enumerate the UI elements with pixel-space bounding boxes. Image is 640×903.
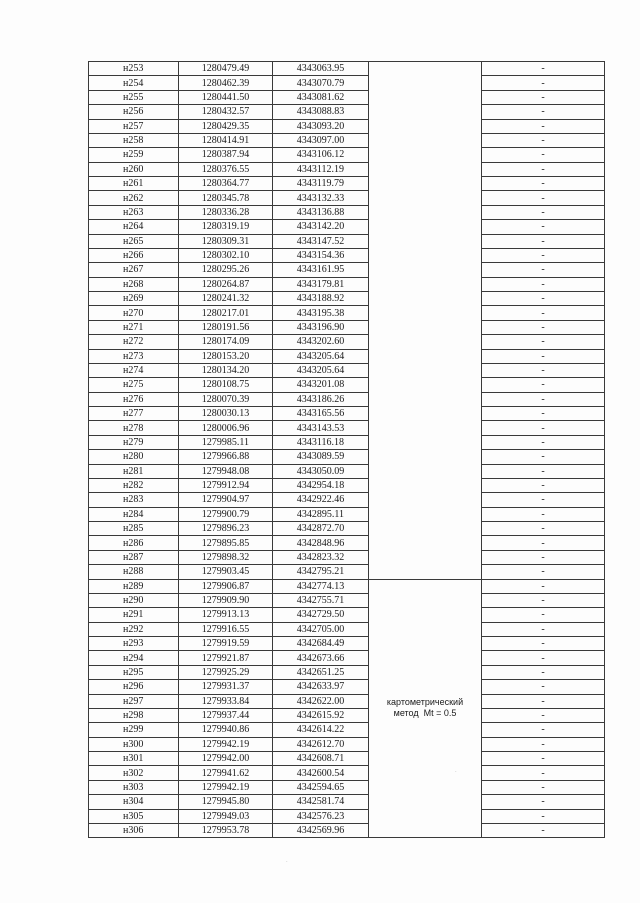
table-row [89,220,605,234]
table-row [89,306,605,320]
table-row [89,90,605,104]
y-coordinate-cell: 4342594.65 [273,780,369,794]
x-coordinate-cell: 1280302.10 [179,248,273,262]
x-coordinate-cell: 1279925.29 [179,665,273,679]
precision-cell: - [482,162,605,176]
y-coordinate-cell: 4342608.71 [273,752,369,766]
y-coordinate-cell: 4342729.50 [273,608,369,622]
y-coordinate-cell: 4342633.97 [273,680,369,694]
point-name-cell: н291 [89,608,179,622]
y-coordinate-cell: 4343186.26 [273,392,369,406]
y-coordinate-cell: 4342755.71 [273,593,369,607]
table-row [89,622,605,636]
point-name-cell: н275 [89,378,179,392]
precision-cell: - [482,306,605,320]
point-name-cell: н264 [89,220,179,234]
y-coordinate-cell: 4343050.09 [273,464,369,478]
point-name-cell: н277 [89,407,179,421]
point-name-cell: н298 [89,708,179,722]
x-coordinate-cell: 1279940.86 [179,723,273,737]
precision-cell: - [482,665,605,679]
precision-cell: - [482,119,605,133]
x-coordinate-cell: 1279945.80 [179,795,273,809]
y-coordinate-cell: 4343179.81 [273,277,369,291]
y-coordinate-cell: 4343196.90 [273,320,369,334]
y-coordinate-cell: 4343205.64 [273,363,369,377]
table-row [89,119,605,133]
y-coordinate-cell: 4342600.54 [273,766,369,780]
x-coordinate-cell: 1280376.55 [179,162,273,176]
y-coordinate-cell: 4342684.49 [273,637,369,651]
table-row [89,148,605,162]
point-name-cell: н271 [89,320,179,334]
precision-cell: - [482,737,605,751]
precision-cell: - [482,780,605,794]
y-coordinate-cell: 4342872.70 [273,522,369,536]
precision-cell: - [482,651,605,665]
precision-cell: - [482,105,605,119]
y-coordinate-cell: 4343188.92 [273,292,369,306]
x-coordinate-cell: 1279931.37 [179,680,273,694]
precision-cell: - [482,809,605,823]
table-row [89,608,605,622]
table-row [89,637,605,651]
point-name-cell: н297 [89,694,179,708]
precision-cell: - [482,823,605,837]
y-coordinate-cell: 4343093.20 [273,119,369,133]
table-row [89,62,605,76]
table-row [89,234,605,248]
precision-cell: - [482,76,605,90]
point-name-cell: н290 [89,593,179,607]
precision-cell: - [482,464,605,478]
y-coordinate-cell: 4343106.12 [273,148,369,162]
point-name-cell: н269 [89,292,179,306]
x-coordinate-cell: 1280479.49 [179,62,273,76]
precision-cell: - [482,522,605,536]
precision-cell: - [482,234,605,248]
point-name-cell: н267 [89,263,179,277]
x-coordinate-cell: 1280336.28 [179,205,273,219]
precision-cell: - [482,708,605,722]
point-name-cell: н301 [89,752,179,766]
table-row [89,780,605,794]
x-coordinate-cell: 1280108.75 [179,378,273,392]
y-coordinate-cell: 4342705.00 [273,622,369,636]
point-name-cell: н293 [89,637,179,651]
x-coordinate-cell: 1279909.90 [179,593,273,607]
precision-cell: - [482,608,605,622]
x-coordinate-cell: 1280217.01 [179,306,273,320]
x-coordinate-cell: 1280191.56 [179,320,273,334]
scan-speck: . [455,768,457,774]
precision-cell: - [482,478,605,492]
precision-cell: - [482,507,605,521]
table-row [89,105,605,119]
x-coordinate-cell: 1279966.88 [179,450,273,464]
precision-cell: - [482,148,605,162]
table-row [89,205,605,219]
point-name-cell: н276 [89,392,179,406]
table-row [89,694,605,708]
precision-cell: - [482,205,605,219]
precision-cell: - [482,349,605,363]
point-name-cell: н261 [89,177,179,191]
point-name-cell: н254 [89,76,179,90]
x-coordinate-cell: 1279985.11 [179,435,273,449]
x-coordinate-cell: 1279912.94 [179,478,273,492]
y-coordinate-cell: 4343132.33 [273,191,369,205]
point-name-cell: н295 [89,665,179,679]
scan-speck: . [286,858,288,864]
x-coordinate-cell: 1280030.13 [179,407,273,421]
method-cell-empty [369,62,482,580]
y-coordinate-cell: 4343142.20 [273,220,369,234]
coordinates-table-body [89,62,605,838]
y-coordinate-cell: 4342848.96 [273,536,369,550]
method-precision: метод Mt = 0.5 [393,708,457,719]
point-name-cell: н284 [89,507,179,521]
x-coordinate-cell: 1279900.79 [179,507,273,521]
point-name-cell: н300 [89,737,179,751]
table-row [89,392,605,406]
table-row [89,421,605,435]
x-coordinate-cell: 1280414.91 [179,133,273,147]
table-row [89,565,605,579]
x-coordinate-cell: 1280441.50 [179,90,273,104]
precision-cell: - [482,421,605,435]
table-row [89,737,605,751]
y-coordinate-cell: 4342576.23 [273,809,369,823]
precision-cell: - [482,90,605,104]
table-row [89,708,605,722]
table-row [89,579,605,593]
point-name-cell: н268 [89,277,179,291]
precision-cell: - [482,378,605,392]
table-row [89,823,605,837]
precision-cell: - [482,263,605,277]
method-name: картометрический [386,697,464,708]
precision-cell: - [482,536,605,550]
table-row [89,378,605,392]
x-coordinate-cell: 1280432.57 [179,105,273,119]
x-coordinate-cell: 1280295.26 [179,263,273,277]
x-coordinate-cell: 1279942.19 [179,737,273,751]
x-coordinate-cell: 1279937.44 [179,708,273,722]
point-name-cell: н286 [89,536,179,550]
precision-cell: - [482,593,605,607]
point-name-cell: н289 [89,579,179,593]
x-coordinate-cell: 1279903.45 [179,565,273,579]
precision-cell: - [482,292,605,306]
point-name-cell: н259 [89,148,179,162]
point-name-cell: н273 [89,349,179,363]
point-name-cell: н303 [89,780,179,794]
y-coordinate-cell: 4343070.79 [273,76,369,90]
y-coordinate-cell: 4342622.00 [273,694,369,708]
table-row [89,507,605,521]
x-coordinate-cell: 1279916.55 [179,622,273,636]
x-coordinate-cell: 1279895.85 [179,536,273,550]
point-name-cell: н285 [89,522,179,536]
table-row [89,665,605,679]
table-row [89,450,605,464]
y-coordinate-cell: 4343116.18 [273,435,369,449]
point-name-cell: н266 [89,248,179,262]
y-coordinate-cell: 4342895.11 [273,507,369,521]
y-coordinate-cell: 4343063.95 [273,62,369,76]
y-coordinate-cell: 4343165.56 [273,407,369,421]
precision-cell: - [482,493,605,507]
point-name-cell: н265 [89,234,179,248]
point-name-cell: н280 [89,450,179,464]
x-coordinate-cell: 1280134.20 [179,363,273,377]
point-name-cell: н260 [89,162,179,176]
point-name-cell: н262 [89,191,179,205]
x-coordinate-cell: 1279942.00 [179,752,273,766]
precision-cell: - [482,694,605,708]
precision-cell: - [482,277,605,291]
table-row [89,522,605,536]
point-name-cell: н270 [89,306,179,320]
y-coordinate-cell: 4343112.19 [273,162,369,176]
table-row [89,723,605,737]
precision-cell: - [482,392,605,406]
y-coordinate-cell: 4343154.36 [273,248,369,262]
table-row [89,435,605,449]
x-coordinate-cell: 1279896.23 [179,522,273,536]
table-row [89,349,605,363]
table-row [89,478,605,492]
y-coordinate-cell: 4342614.22 [273,723,369,737]
x-coordinate-cell: 1279921.87 [179,651,273,665]
y-coordinate-cell: 4342569.96 [273,823,369,837]
table-row [89,809,605,823]
precision-cell: - [482,62,605,76]
coordinates-table [88,61,605,838]
precision-cell: - [482,450,605,464]
x-coordinate-cell: 1279919.59 [179,637,273,651]
y-coordinate-cell: 4343201.08 [273,378,369,392]
precision-cell: - [482,177,605,191]
table-row [89,464,605,478]
x-coordinate-cell: 1280241.32 [179,292,273,306]
point-name-cell: н274 [89,363,179,377]
x-coordinate-cell: 1280319.19 [179,220,273,234]
point-name-cell: н255 [89,90,179,104]
point-name-cell: н281 [89,464,179,478]
precision-cell: - [482,752,605,766]
table-row [89,162,605,176]
point-name-cell: н296 [89,680,179,694]
table-row [89,766,605,780]
y-coordinate-cell: 4343147.52 [273,234,369,248]
x-coordinate-cell: 1280345.78 [179,191,273,205]
table-row [89,133,605,147]
y-coordinate-cell: 4343081.62 [273,90,369,104]
point-name-cell: н305 [89,809,179,823]
point-name-cell: н272 [89,335,179,349]
table-row [89,407,605,421]
point-name-cell: н299 [89,723,179,737]
precision-cell: - [482,579,605,593]
x-coordinate-cell: 1280006.96 [179,421,273,435]
table-row [89,177,605,191]
y-coordinate-cell: 4343205.64 [273,349,369,363]
precision-cell: - [482,795,605,809]
x-coordinate-cell: 1280264.87 [179,277,273,291]
table-row [89,593,605,607]
x-coordinate-cell: 1280153.20 [179,349,273,363]
y-coordinate-cell: 4342651.25 [273,665,369,679]
table-row [89,752,605,766]
point-name-cell: н258 [89,133,179,147]
point-name-cell: н288 [89,565,179,579]
y-coordinate-cell: 4342774.13 [273,579,369,593]
point-name-cell: н294 [89,651,179,665]
table-row [89,795,605,809]
point-name-cell: н283 [89,493,179,507]
x-coordinate-cell: 1280309.31 [179,234,273,248]
precision-cell: - [482,133,605,147]
x-coordinate-cell: 1279913.13 [179,608,273,622]
y-coordinate-cell: 4343119.79 [273,177,369,191]
y-coordinate-cell: 4342615.92 [273,708,369,722]
x-coordinate-cell: 1279949.03 [179,809,273,823]
x-coordinate-cell: 1280462.39 [179,76,273,90]
table-row [89,263,605,277]
table-row [89,191,605,205]
x-coordinate-cell: 1280364.77 [179,177,273,191]
x-coordinate-cell: 1280429.35 [179,119,273,133]
point-name-cell: н278 [89,421,179,435]
y-coordinate-cell: 4342823.32 [273,550,369,564]
y-coordinate-cell: 4343202.60 [273,335,369,349]
precision-cell: - [482,550,605,564]
table-row [89,363,605,377]
x-coordinate-cell: 1279906.87 [179,579,273,593]
point-name-cell: н257 [89,119,179,133]
precision-cell: - [482,565,605,579]
point-name-cell: н279 [89,435,179,449]
method-cell [369,579,482,838]
table-row [89,493,605,507]
table-row [89,320,605,334]
table-row [89,335,605,349]
y-coordinate-cell: 4342673.66 [273,651,369,665]
point-name-cell: н292 [89,622,179,636]
y-coordinate-cell: 4343161.95 [273,263,369,277]
y-coordinate-cell: 4343136.88 [273,205,369,219]
y-coordinate-cell: 4342795.21 [273,565,369,579]
table-row [89,277,605,291]
point-name-cell: н282 [89,478,179,492]
precision-cell: - [482,723,605,737]
precision-cell: - [482,191,605,205]
y-coordinate-cell: 4343088.83 [273,105,369,119]
precision-cell: - [482,637,605,651]
x-coordinate-cell: 1279898.32 [179,550,273,564]
precision-cell: - [482,622,605,636]
table-row [89,76,605,90]
table-row [89,651,605,665]
y-coordinate-cell: 4343143.53 [273,421,369,435]
table-row [89,680,605,694]
y-coordinate-cell: 4343089.59 [273,450,369,464]
precision-cell: - [482,680,605,694]
point-name-cell: н304 [89,795,179,809]
point-name-cell: н263 [89,205,179,219]
y-coordinate-cell: 4342581.74 [273,795,369,809]
table-row [89,550,605,564]
point-name-cell: н287 [89,550,179,564]
table-row [89,292,605,306]
x-coordinate-cell: 1279942.19 [179,780,273,794]
point-name-cell: н302 [89,766,179,780]
x-coordinate-cell: 1279948.08 [179,464,273,478]
table-row [89,248,605,262]
x-coordinate-cell: 1279933.84 [179,694,273,708]
precision-cell: - [482,435,605,449]
y-coordinate-cell: 4342922.46 [273,493,369,507]
x-coordinate-cell: 1279941.62 [179,766,273,780]
precision-cell: - [482,407,605,421]
precision-cell: - [482,363,605,377]
y-coordinate-cell: 4342612.70 [273,737,369,751]
y-coordinate-cell: 4342954.18 [273,478,369,492]
x-coordinate-cell: 1280387.94 [179,148,273,162]
x-coordinate-cell: 1280174.09 [179,335,273,349]
precision-cell: - [482,220,605,234]
x-coordinate-cell: 1279953.78 [179,823,273,837]
y-coordinate-cell: 4343097.00 [273,133,369,147]
x-coordinate-cell: 1280070.39 [179,392,273,406]
precision-cell: - [482,766,605,780]
table-row [89,536,605,550]
precision-cell: - [482,320,605,334]
point-name-cell: н253 [89,62,179,76]
point-name-cell: н306 [89,823,179,837]
precision-cell: - [482,248,605,262]
precision-cell: - [482,335,605,349]
point-name-cell: н256 [89,105,179,119]
x-coordinate-cell: 1279904.97 [179,493,273,507]
y-coordinate-cell: 4343195.38 [273,306,369,320]
